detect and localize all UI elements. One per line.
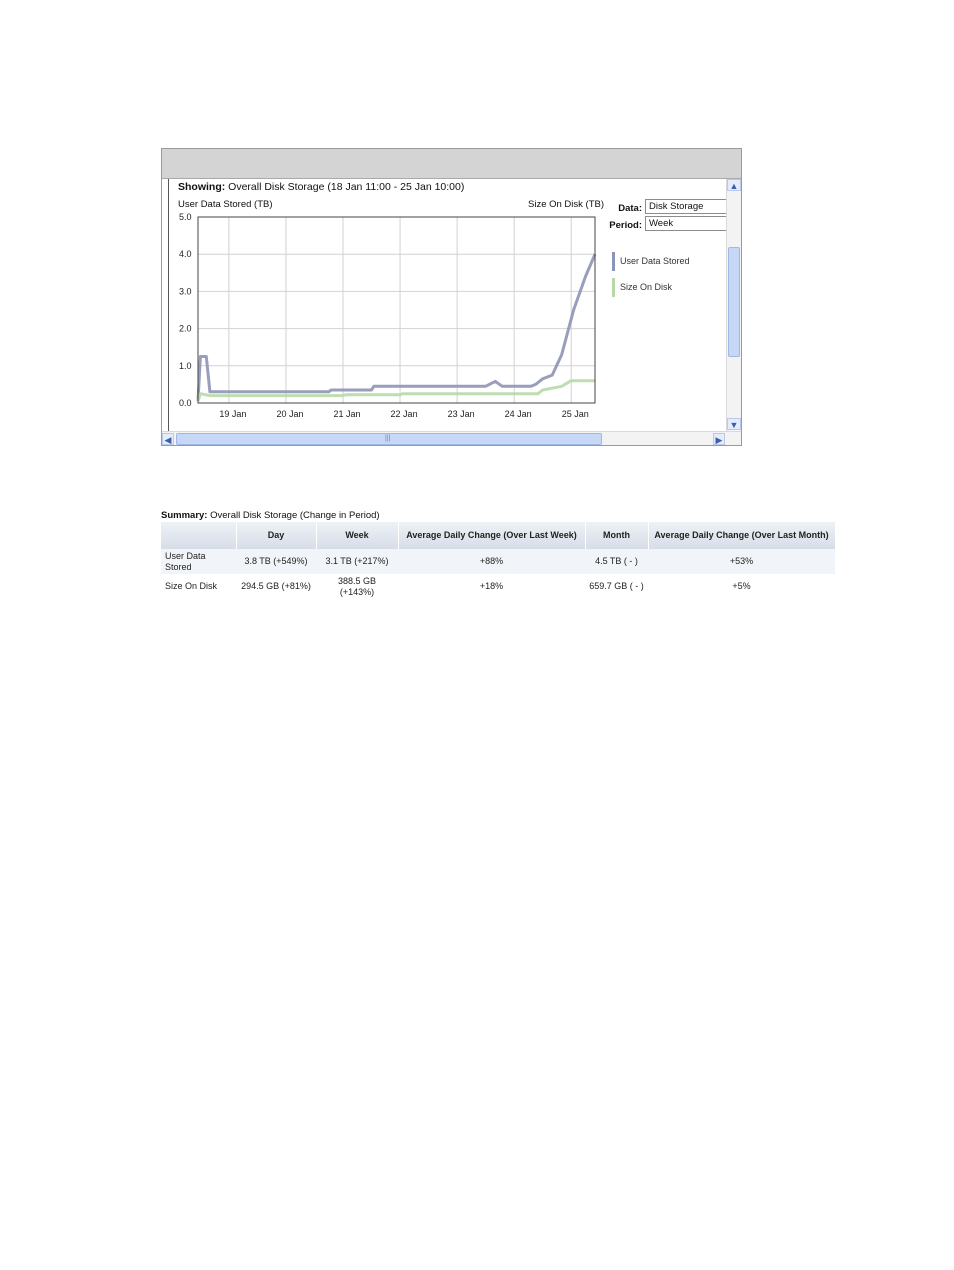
period-select-label: Period: xyxy=(609,220,642,231)
disk-storage-chart-panel xyxy=(161,148,742,446)
table-row xyxy=(161,574,835,599)
summary-header-cell xyxy=(161,522,236,549)
chevron-up-icon[interactable]: ▲ xyxy=(727,179,741,191)
chart-grid xyxy=(198,217,595,403)
table-cell: 659.7 GB ( - ) xyxy=(585,574,648,599)
table-cell: 3.8 TB (+549%) xyxy=(236,549,316,574)
table-cell: 4.5 TB ( - ) xyxy=(585,549,648,574)
legend-swatch-size-on-disk xyxy=(612,278,615,297)
y-tick-label: 4.0 xyxy=(179,249,192,260)
summary-header-month: Month xyxy=(585,522,648,549)
series-line-user-data-stored xyxy=(198,254,595,401)
table-cell: 3.1 TB (+217%) xyxy=(316,549,398,574)
y-tick-label: 3.0 xyxy=(179,286,192,297)
y-tick-label: 0.0 xyxy=(179,398,192,408)
data-select[interactable]: Disk Storage xyxy=(645,199,733,214)
table-cell: User Data Stored xyxy=(161,549,236,574)
summary-title xyxy=(161,510,380,521)
chevron-down-icon[interactable]: ▼ xyxy=(727,418,741,430)
horizontal-scroll-thumb[interactable] xyxy=(176,433,602,445)
y-axis-left-title: User Data Stored (TB) xyxy=(178,199,273,210)
x-tick-label: 22 Jan xyxy=(390,409,418,419)
data-select-label: Data: xyxy=(618,203,642,214)
table-row xyxy=(161,549,835,574)
table-cell: +18% xyxy=(398,574,585,599)
legend-label-size-on-disk: Size On Disk xyxy=(620,282,673,292)
x-tick-label: 20 Jan xyxy=(276,409,304,419)
plot-area-frame xyxy=(198,217,595,403)
x-tick-label: 25 Jan xyxy=(561,409,589,419)
scroll-grip-icon: ||| xyxy=(385,435,391,442)
x-tick-label: 23 Jan xyxy=(447,409,475,419)
y-tick-label: 2.0 xyxy=(179,323,192,334)
summary-header-avg-month: Average Daily Change (Over Last Month) xyxy=(648,522,835,549)
chevron-right-icon[interactable]: ▶ xyxy=(713,433,725,445)
vertical-scroll-thumb[interactable] xyxy=(728,247,740,357)
horizontal-scrollbar[interactable] xyxy=(162,431,741,446)
summary-table xyxy=(161,522,836,599)
summary-header-week: Week xyxy=(316,522,398,549)
x-tick-label: 19 Jan xyxy=(219,409,247,419)
table-cell: Size On Disk xyxy=(161,574,236,599)
showing-value: Overall Disk Storage (18 Jan 11:00 - 25 Jan 10:00) xyxy=(225,181,465,193)
table-cell: 294.5 GB (+81%) xyxy=(236,574,316,599)
summary-header-avg-week: Average Daily Change (Over Last Week) xyxy=(398,522,585,549)
summary-header-row xyxy=(161,522,835,549)
chart-series-layer xyxy=(198,254,595,401)
table-cell: +5% xyxy=(648,574,835,599)
period-select[interactable]: Week xyxy=(645,216,733,231)
summary-label: Summary: xyxy=(161,510,208,521)
table-cell: +88% xyxy=(398,549,585,574)
vertical-scrollbar[interactable] xyxy=(726,179,741,431)
y-tick-label: 5.0 xyxy=(179,212,192,222)
table-cell: 388.5 GB (+143%) xyxy=(316,574,398,599)
legend-swatch-user-data xyxy=(612,252,615,271)
y-tick-label: 1.0 xyxy=(179,360,192,371)
summary-header-day: Day xyxy=(236,522,316,549)
legend-label-user-data: User Data Stored xyxy=(620,256,690,266)
chart-tick-labels xyxy=(179,212,589,419)
x-tick-label: 24 Jan xyxy=(504,409,532,419)
x-tick-label: 21 Jan xyxy=(333,409,361,419)
y-axis-right-title: Size On Disk (TB) xyxy=(528,199,605,210)
showing-label: Showing: xyxy=(178,181,226,193)
chevron-left-icon[interactable]: ◀ xyxy=(162,433,174,445)
summary-title-value: Overall Disk Storage (Change in Period) xyxy=(207,510,380,521)
table-cell: +53% xyxy=(648,549,835,574)
